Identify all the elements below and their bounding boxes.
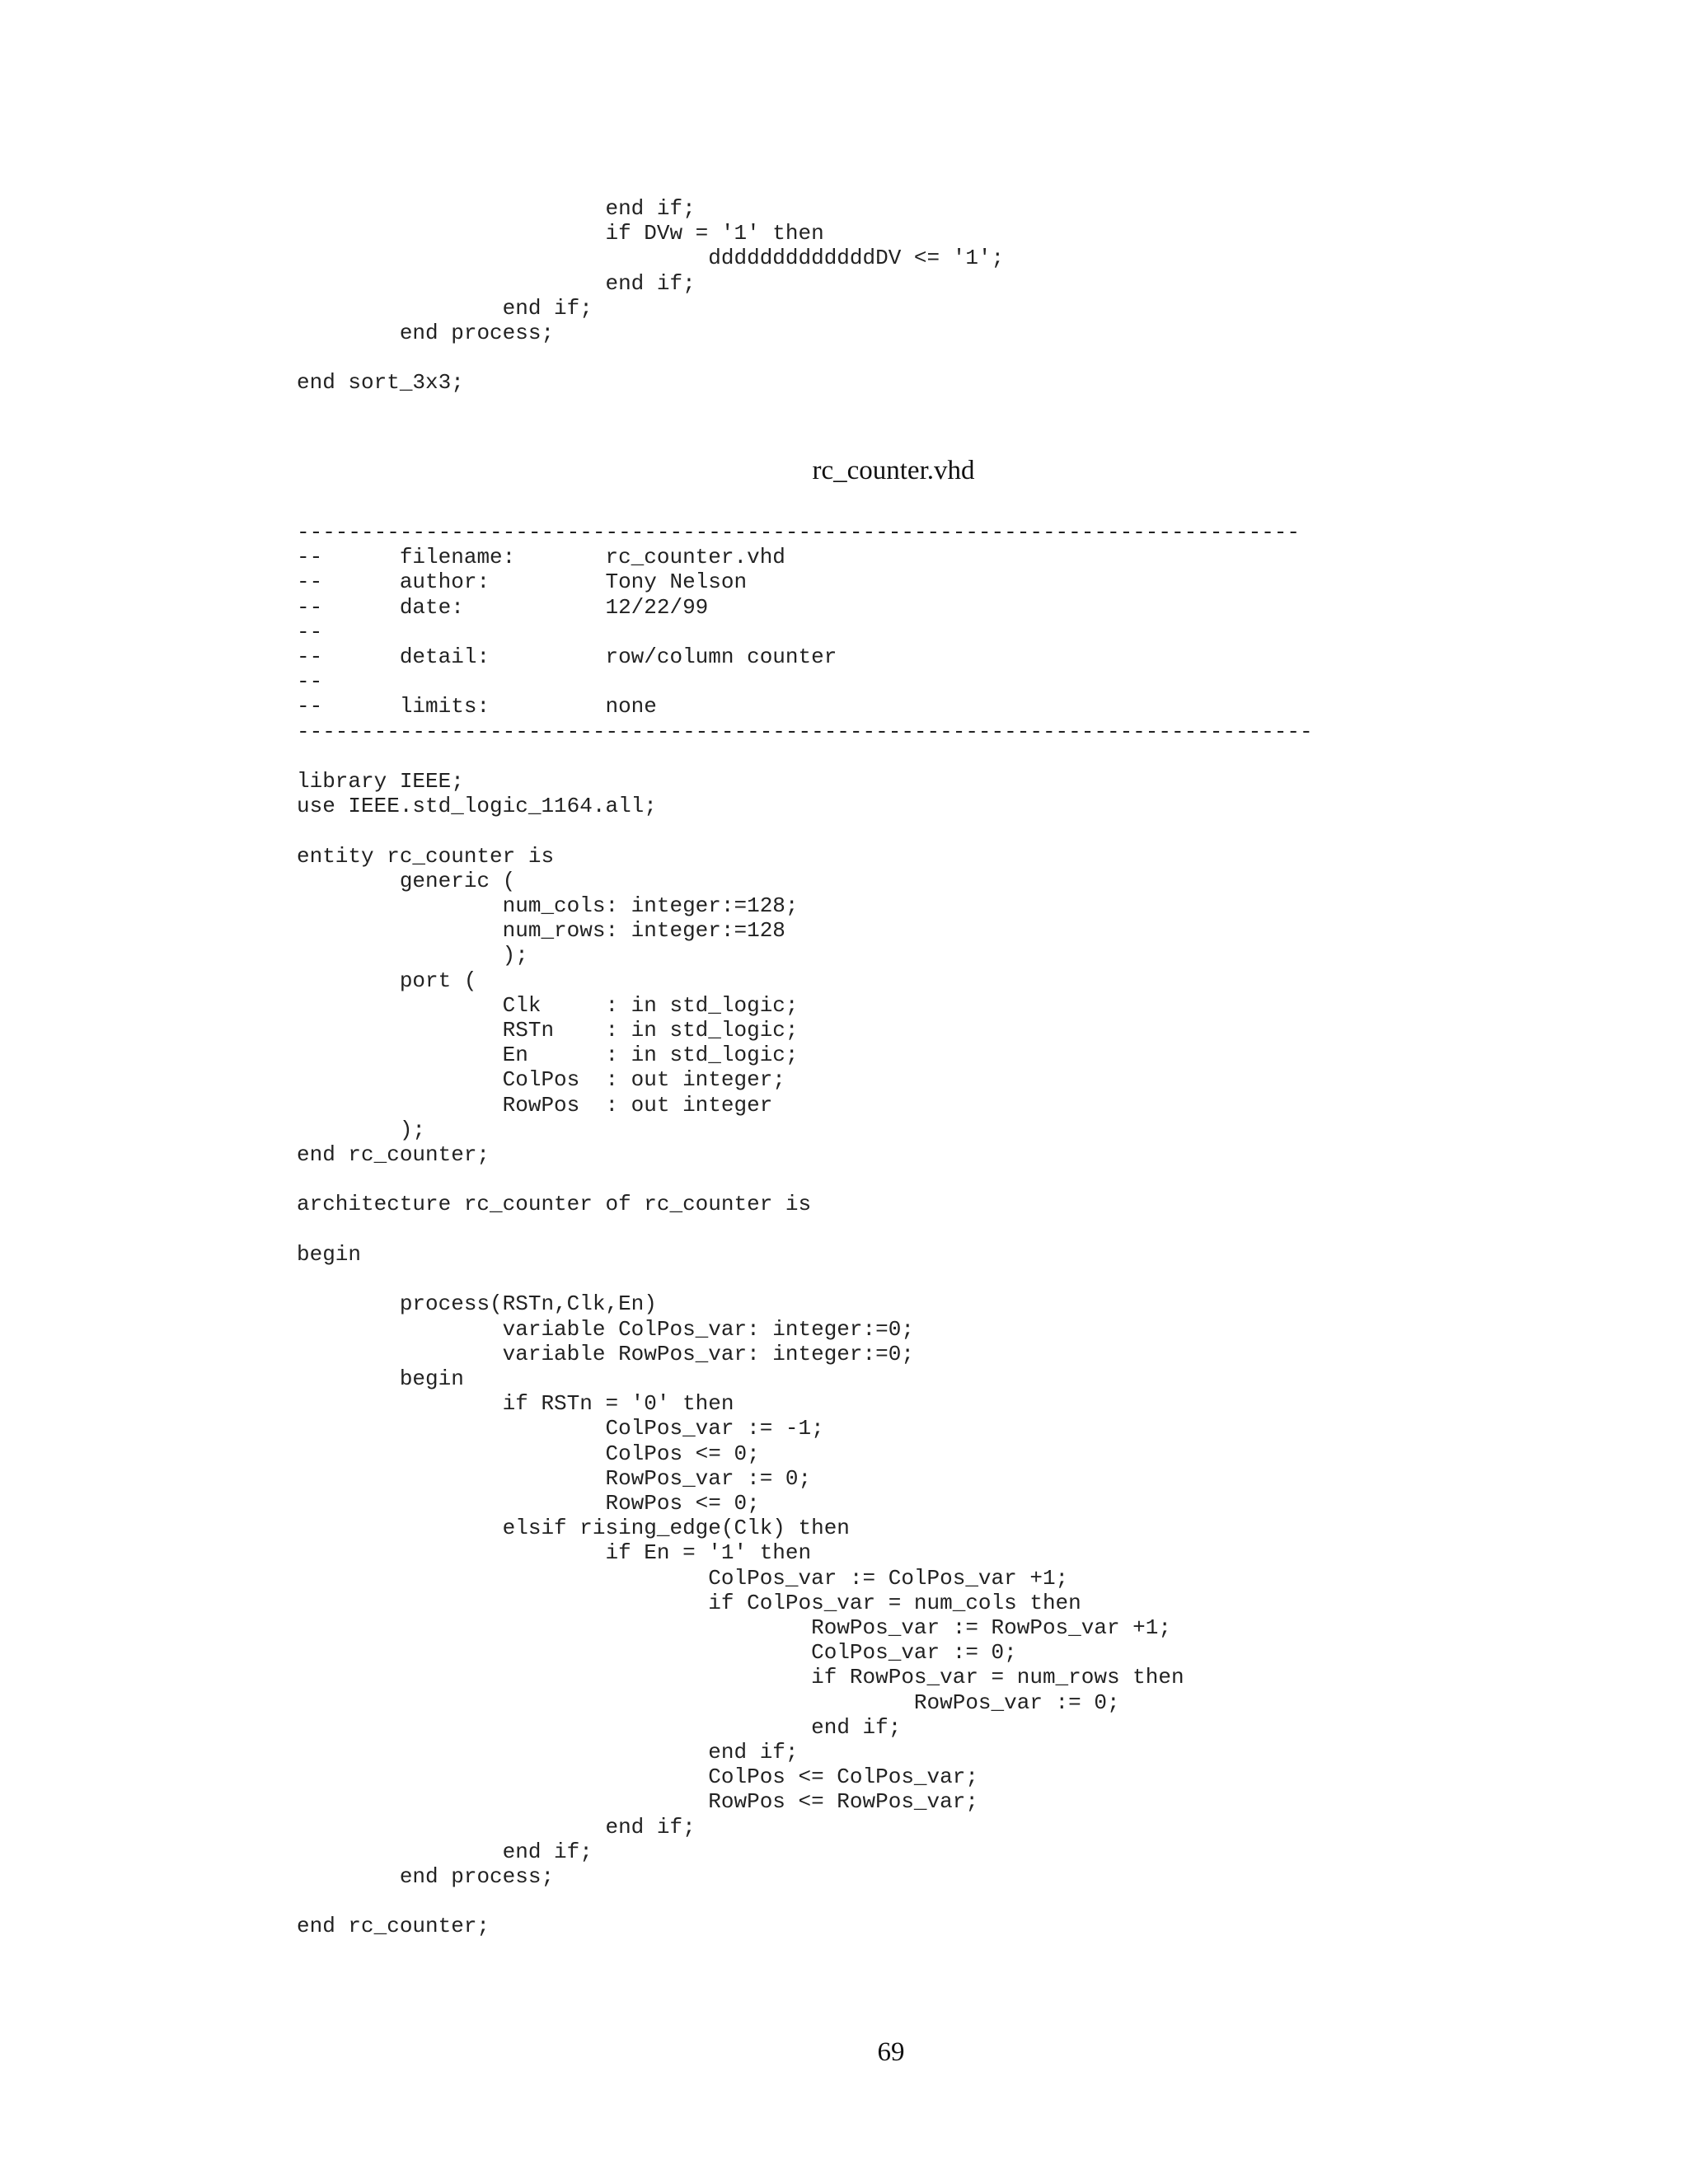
file-title: rc_counter.vhd — [812, 456, 975, 485]
code-fragment-sort-3x3-ending: end if; if DVw = '1' then dddddddddddddDV <= '1'; end if; end if; end process; end sort_3x3; — [297, 196, 1005, 396]
code-listing-rc-counter: ------------------------------------------------------------------------------ -- filename: rc_counter.vhd -- author: Tony Nelson -- date: 12/22/99 -- -- detail: row/column counter -- -- limits: none ------------------------------------------------------------------------------- library IEEE; use IEEE.std_logic_1164.all; entity rc_counter is generic ( num_cols: integer:=128; num_rows: integer:=128 ); port ( Clk : in std_logic; RSTn : in std_logic; En : in std_logic; ColPos : out integer; RowPos : out integer ); end rc_counter; architecture rc_counter of rc_counter is begin process(RSTn,Clk,En) variable ColPos_var: integer:=0; variable RowPos_var: integer:=0; begin if RSTn = '0' then ColPos_var := -1; ColPos <= 0; RowPos_var := 0; RowPos <= 0; elsif rising_edge(Clk) then if En = '1' then ColPos_var := ColPos_var +1; if ColPos_var = num_cols then RowPos_var := RowPos_var +1; ColPos_var := 0; if RowPos_var = num_rows then RowPos_var := 0; end if; end if; ColPos <= ColPos_var; RowPos <= RowPos_var; end if; end if; end process; end rc_counter; — [297, 520, 1313, 1939]
page-number: 69 — [877, 2037, 905, 2067]
